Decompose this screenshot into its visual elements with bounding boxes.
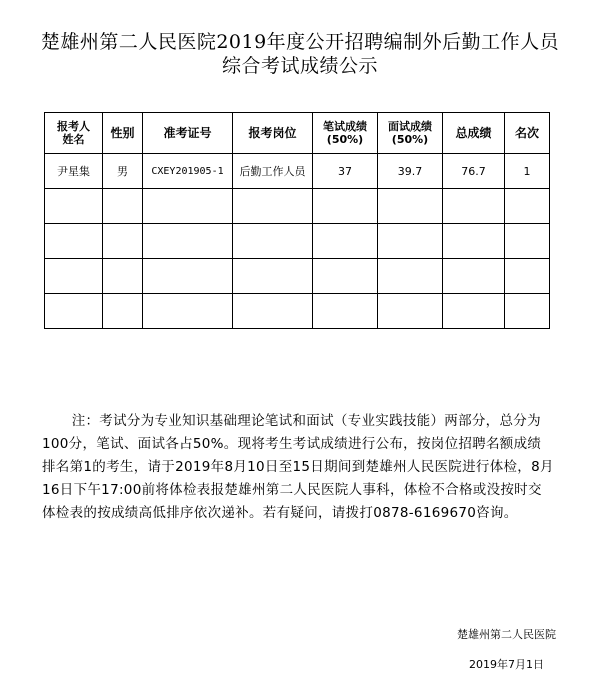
header-name-line-1: 报考人 [57, 120, 90, 133]
header-position: 报考岗位 [233, 113, 313, 154]
cell-name: 尹星集 [45, 154, 103, 189]
table-row [45, 154, 550, 189]
title-line-2: 综合考试成绩公示 [221, 55, 378, 77]
table-header-row [45, 113, 550, 154]
cell-position: 后勤工作人员 [233, 154, 313, 189]
header-written-line-2: (50%) [326, 133, 364, 146]
header-gender: 性别 [103, 113, 143, 154]
cell-gender: 男 [103, 154, 143, 189]
title-line-1: 楚雄州第二人民医院2019年度公开招聘编制外后勤工作人员 [40, 31, 560, 53]
header-name-line-2: 姓名 [62, 133, 85, 146]
notice-text [42, 410, 554, 525]
header-name [45, 113, 103, 154]
header-interview-line-1: 面试成绩 [388, 120, 432, 133]
table-row-empty [45, 259, 550, 294]
notice-paragraph: 注：考试分为专业知识基础理论笔试和面试（专业实践技能）两部分，总分为100分，笔试、面试各占50%。现将考生考试成绩进行公布，按岗位招聘名额成绩排名第1的考生，请于2019年8月10日至15日期间到楚雄州人民医院进行体检，8月16日下午17:00前将体检表报楚雄州第二人民医院人事科，体检不合格或没按时交体检表的按成绩高低排序依次递补。若有疑问，请拨打0878-6169670咨询。 [42, 413, 554, 521]
cell-total: 76.7 [443, 154, 505, 189]
cell-exam-no: CXEY201905-1 [143, 154, 233, 189]
table-row-empty [45, 294, 550, 329]
table-row-empty [45, 189, 550, 224]
header-interview [378, 113, 443, 154]
header-exam-no: 准考证号 [143, 113, 233, 154]
document-title [0, 30, 600, 78]
issuer-signature: 楚雄州第二人民医院 [457, 628, 556, 641]
cell-interview: 39.7 [378, 154, 443, 189]
cell-written: 37 [313, 154, 378, 189]
score-table [44, 112, 550, 329]
header-rank: 名次 [505, 113, 550, 154]
table-row-empty [45, 224, 550, 259]
header-total: 总成绩 [443, 113, 505, 154]
header-written-line-1: 笔试成绩 [323, 120, 367, 133]
header-written [313, 113, 378, 154]
header-interview-line-2: (50%) [391, 133, 429, 146]
cell-rank: 1 [505, 154, 550, 189]
issue-date: 2019年7月1日 [469, 658, 544, 671]
